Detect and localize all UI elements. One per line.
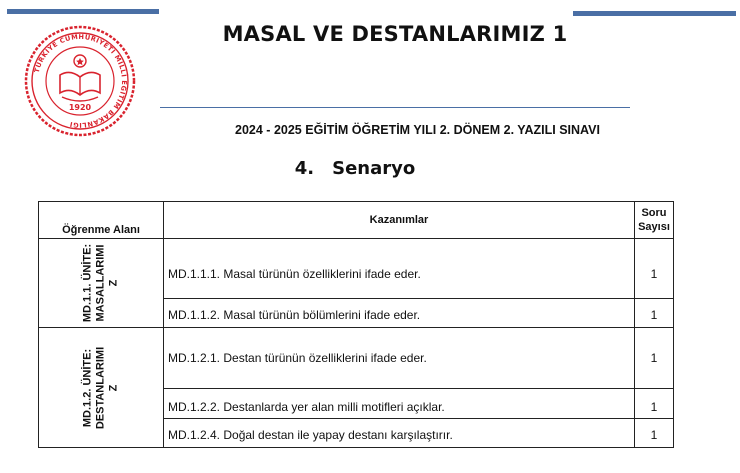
scenario-heading <box>160 158 550 179</box>
divider-line <box>160 107 630 108</box>
unit-cell-masal <box>39 239 164 328</box>
outcome-text: MD.1.2.1. Destan türünün özelliklerini ifade eder. <box>168 351 427 365</box>
count-text: 1 <box>650 308 658 322</box>
table-row <box>39 328 674 389</box>
count-cell <box>635 239 674 299</box>
seal-year: 1920 <box>68 103 92 112</box>
outcome-text: MD.1.2.2. Destanlarda yer alan milli motifleri açıklar. <box>168 399 445 414</box>
page-title: MASAL VE DESTANLARIMIZ 1 <box>222 22 568 46</box>
outcome-text: MD.1.2.4. Doğal destan ile yapay destanı karşılaştırır. <box>168 428 453 442</box>
unit-label-destan: MD.1.2. ÜNİTE: DESTANLARIMI Z <box>81 346 120 429</box>
outcome-cell <box>164 239 635 299</box>
seal-ring-text: TÜRKİYE CUMHURİYETİ MİLLİ EĞİTİM BAKANLIĞI <box>32 32 129 130</box>
outcome-cell <box>164 328 635 389</box>
count-cell <box>635 328 674 389</box>
unit-label-masal: MD.1.1. ÜNİTE: MASALLARIMI Z <box>81 243 120 323</box>
count-cell <box>635 389 674 419</box>
outcomes-table <box>38 201 674 448</box>
count-text: 1 <box>650 399 658 414</box>
meb-seal-logo <box>24 25 136 137</box>
table-row <box>39 239 674 299</box>
count-text: 1 <box>650 428 658 442</box>
decorative-bar-left <box>7 9 159 14</box>
table-header-row <box>39 202 674 239</box>
outcome-text: MD.1.1.1. Masal türünün özelliklerini ifade eder. <box>168 266 421 281</box>
header-question-count <box>635 202 674 239</box>
header-question-count-text: Soru Sayısı <box>638 207 670 233</box>
count-text: 1 <box>650 351 658 365</box>
unit-cell-destan <box>39 328 164 448</box>
scenario-number: 4. <box>294 158 315 179</box>
outcome-cell <box>164 419 635 448</box>
count-cell <box>635 299 674 328</box>
outcome-cell <box>164 389 635 419</box>
count-text: 1 <box>650 266 658 281</box>
decorative-bar-right <box>573 11 736 16</box>
exam-subtitle: 2024 - 2025 EĞİTİM ÖĞRETİM YILI 2. DÖNEM 2. YAZILI SINAVI <box>235 123 600 137</box>
count-cell <box>635 419 674 448</box>
header-learning-area: Öğrenme Alanı <box>39 202 164 239</box>
header-outcomes: Kazanımlar <box>164 202 635 239</box>
scenario-label: Senaryo <box>332 158 416 179</box>
outcome-text: MD.1.1.2. Masal türünün bölümlerini ifade eder. <box>168 308 421 322</box>
outcome-cell <box>164 299 635 328</box>
